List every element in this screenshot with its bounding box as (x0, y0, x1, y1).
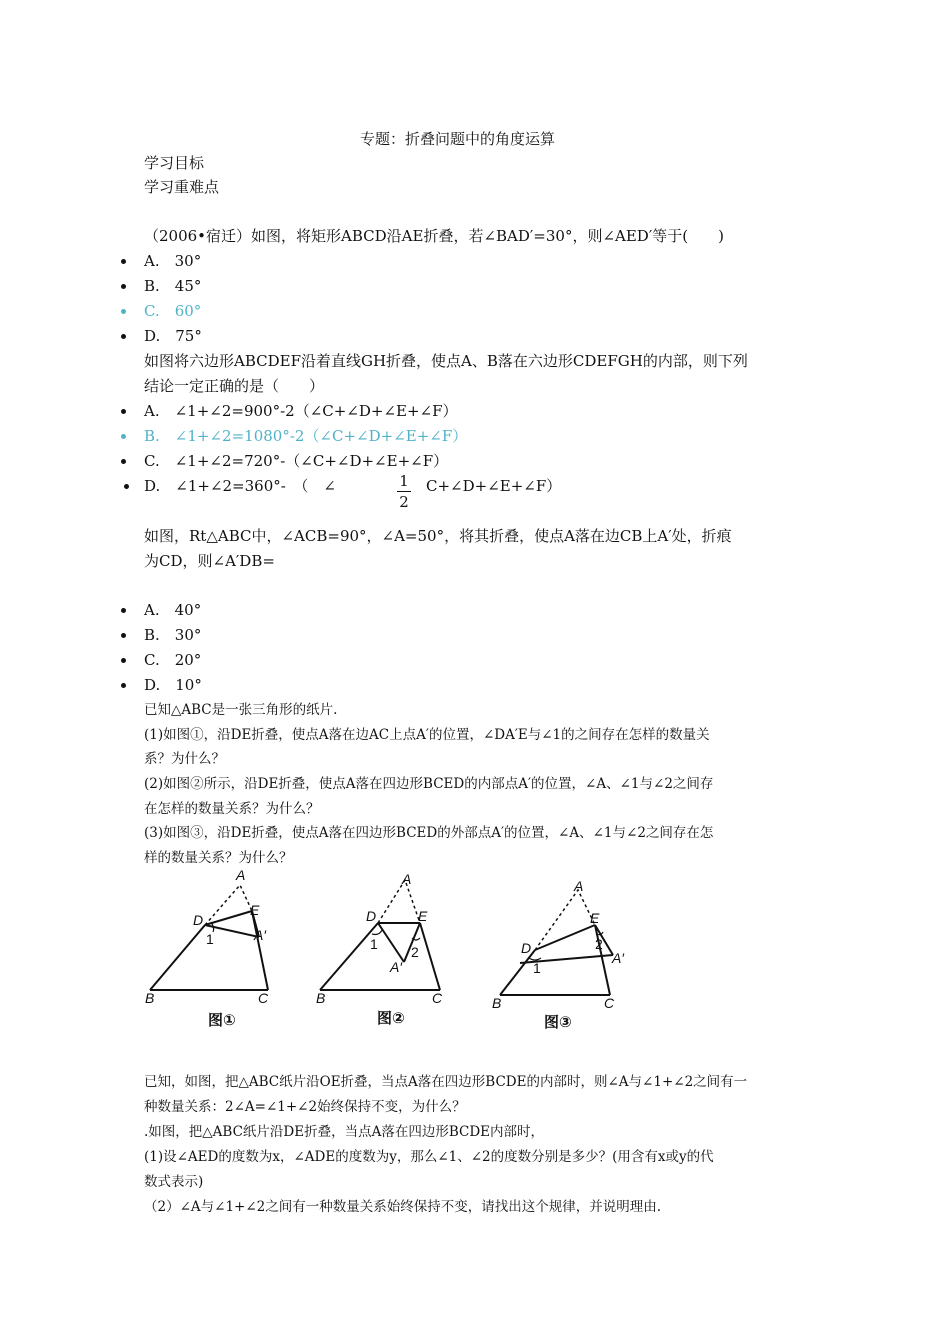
page-title: 专题：折叠问题中的角度运算 (360, 130, 556, 148)
fig1-side-ce (252, 911, 268, 990)
q4-part1-line1: (1)如图①，沿DE折叠，使点A落在边AC上点A′的位置，∠DA′E与∠1的之间存在怎样的数量关 (144, 727, 710, 743)
fig1-ea-prime (252, 911, 259, 937)
fig3-side-ce (595, 925, 610, 995)
bullet (121, 459, 126, 464)
q3-stem-line2: 为CD，则∠A′DB= (144, 552, 275, 570)
fig2-side-ce (420, 923, 440, 990)
q3-option-a: A. 40° (144, 601, 202, 619)
fig2-label-b: B (316, 990, 326, 1006)
q2-option-d: D. ∠1+∠2=360°- （ ∠ (144, 477, 336, 495)
q4-part3-line2: 样的数量关系？为什么？ (144, 850, 293, 866)
fig3-label-c: C (604, 995, 615, 1011)
fig2-angle-mark-2 (412, 938, 420, 940)
figure-3 (500, 890, 613, 995)
fig2-angle-mark-1 (372, 930, 382, 935)
fig2-label-e: E (418, 908, 428, 924)
q3-option-c: C. 20° (144, 651, 202, 669)
fig2-label-a-prime: A′ (390, 959, 402, 975)
q5-line1: 已知，如图，把△ABC纸片沿OE折叠，当点A落在四边形BCDE的内部时，则∠A与∠1+∠2之间有一 (144, 1074, 748, 1090)
bullet (121, 658, 126, 663)
q2-option-d-tail: C+∠D+∠E+∠F） (426, 477, 562, 495)
bullet (121, 683, 126, 688)
q3-option-b: B. 30° (144, 626, 202, 644)
q5-line2: 种数量关系：2∠A=∠1+∠2始终保持不变，为什么？ (144, 1099, 466, 1115)
bullet (124, 484, 129, 489)
q6-line4: （2）∠A与∠1+∠2之间有一种数量关系始终保持不变，请找出这个规律，并说明理由. (144, 1199, 662, 1215)
q2-stem-line1: 如图将六边形ABCDEF沿着直线GH折叠，使点A、B落在六边形CDEFGH的内部，则下列 (144, 352, 748, 370)
fig1-fold-de (205, 911, 252, 925)
fraction-denominator: 2 (399, 493, 409, 511)
fig2-label-angle-2: 2 (411, 944, 419, 960)
fig2-label-a: A (402, 871, 412, 887)
fig1-angle-mark (211, 922, 214, 932)
fig3-label-e: E (590, 910, 600, 926)
fig3-label-b: B (492, 995, 502, 1011)
figure-1 (150, 885, 268, 990)
fig2-label-angle-1: 1 (370, 936, 378, 952)
q1-option-a: A. 30° (144, 252, 202, 270)
q2-stem-line2: 结论一定正确的是（ ） (144, 377, 325, 395)
fig3-label-angle-2: 2 (595, 936, 603, 952)
fig2-ea-prime (404, 923, 420, 962)
fig3-label-d: D (521, 940, 532, 956)
fig2-label-c: C (432, 990, 443, 1006)
section-learning-goals: 学习目标 (144, 154, 205, 172)
q1-stem: （2006•宿迁）如图，将矩形ABCD沿AE折叠，若∠BAD′=30°，则∠AED′等于( ) (144, 227, 724, 245)
fig3-angle-mark-2 (596, 932, 603, 935)
fig1-label-a: A (236, 867, 246, 883)
q6-line1: .如图，把△ABC纸片沿DE折叠，当点A落在四边形BCDE内部时， (144, 1124, 545, 1140)
bullet (121, 434, 126, 439)
fig1-side-bd (150, 925, 205, 990)
q4-intro: 已知△ABC是一张三角形的纸片. (144, 702, 338, 718)
fig1-label-angle-1: 1 (206, 931, 214, 947)
bullet (121, 608, 126, 613)
fig2-label-d: D (366, 908, 377, 924)
fig3-original-tip (535, 890, 595, 950)
q2-option-b-answer: B. ∠1+∠2=1080°-2（∠C+∠D+∠E+∠F） (144, 427, 468, 445)
fig1-original-tip (205, 885, 252, 925)
q3-option-d: D. 10° (144, 676, 202, 694)
fig3-side-bd (500, 950, 535, 995)
fig1-label-b: B (145, 990, 155, 1006)
bullet (121, 409, 126, 414)
q4-part2-line2: 在怎样的数量关系？为什么？ (144, 801, 320, 817)
fig1-da-prime (205, 925, 259, 937)
fig2-caption: 图② (377, 1010, 405, 1027)
fig1-label-a-prime: A′ (254, 927, 266, 943)
q2-option-a: A. ∠1+∠2=900°-2（∠C+∠D+∠E+∠F） (144, 402, 458, 420)
fig1-label-e: E (250, 902, 260, 918)
q6-line2: (1)设∠AED的度数为x，∠ADE的度数为y，那么∠1、∠2的度数分别是多少？(用含有x或y的代 (144, 1149, 714, 1165)
fig3-label-angle-1: 1 (533, 960, 541, 976)
q1-option-b: B. 45° (144, 277, 202, 295)
q2-option-c: C. ∠1+∠2=720°-（∠C+∠D+∠E+∠F） (144, 452, 449, 470)
q4-part3-line1: (3)如图③，沿DE折叠，使点A落在四边形BCED的外部点A′的位置，∠A、∠1与∠2之间存在怎 (144, 825, 714, 841)
q4-part1-line2: 系？为什么？ (144, 751, 225, 767)
bullet (121, 334, 126, 339)
fraction-bar (397, 491, 411, 492)
q1-option-d: D. 75° (144, 327, 202, 345)
fig2-original-tip (378, 880, 420, 923)
fig3-label-a-prime: A′ (612, 950, 624, 966)
q6-line3: 数式表示) (144, 1174, 204, 1190)
bullet (121, 284, 126, 289)
fig3-ea-prime (595, 925, 613, 955)
fig3-label-a: A (574, 878, 584, 894)
fig2-side-bd (320, 923, 378, 990)
fig1-label-c: C (258, 990, 269, 1006)
fig1-caption: 图① (208, 1012, 236, 1029)
q3-stem-line1: 如图，Rt△ABC中，∠ACB=90°，∠A=50°，将其折叠，使点A落在边CB上A′处，折痕 (144, 527, 732, 545)
fig3-da-prime (520, 955, 613, 963)
fig1-label-d: D (193, 912, 204, 928)
figure-2 (320, 880, 440, 990)
bullet (121, 309, 126, 314)
bullet (121, 259, 126, 264)
bullet (121, 633, 126, 638)
q1-option-c-answer: C. 60° (144, 302, 202, 320)
fraction-one-half (397, 472, 411, 511)
fig3-fold-de (535, 925, 595, 950)
section-key-points: 学习重难点 (144, 178, 220, 196)
fig3-angle-mark-1 (529, 958, 541, 960)
fraction-numerator: 1 (399, 472, 409, 490)
fig2-da-prime (378, 923, 404, 962)
fig3-caption: 图③ (544, 1014, 572, 1031)
q4-part2-line1: (2)如图②所示，沿DE折叠，使点A落在四边形BCED的内部点A′的位置，∠A、∠1与∠2之间存 (144, 776, 714, 792)
